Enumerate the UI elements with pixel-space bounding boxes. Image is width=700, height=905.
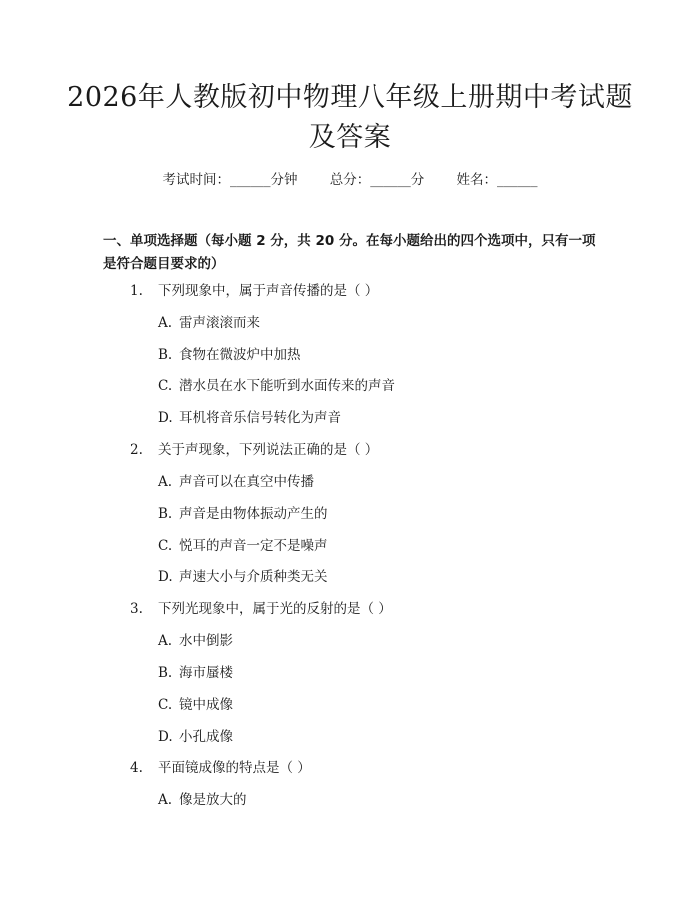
option-text: 镜中成像 [179,697,233,713]
score-blank: ______ [370,172,411,188]
option-label: D. [158,569,173,585]
option-2d [158,567,328,587]
question-number: 3. [130,601,143,617]
question-text: 下列光现象中，属于光的反射的是（ ） [158,601,392,617]
option-1d [158,408,341,428]
question-text: 下列现象中，属于声音传播的是（ ） [158,283,379,299]
option-label: C. [158,378,173,394]
option-2c [158,536,328,556]
option-label: A. [158,474,173,490]
question-1 [130,281,378,301]
option-label: B. [158,506,173,522]
option-text: 声音可以在真空中传播 [179,474,314,490]
option-text: 水中倒影 [179,633,233,649]
time-blank: ______ [229,172,271,188]
option-3d [158,727,233,747]
question-number: 2. [130,442,143,458]
question-text: 关于声现象，下列说法正确的是（ ） [158,442,379,458]
time-unit: 分钟 [270,172,298,188]
exam-meta [0,168,700,188]
question-4 [130,758,311,778]
option-label: D. [158,729,173,745]
option-3a [158,631,233,651]
question-number: 4. [130,760,143,776]
option-2a [158,472,314,492]
question-text: 平面镜成像的特点是（ ） [158,760,311,776]
option-label: A. [158,633,173,649]
option-text: 声速大小与介质种类无关 [179,569,328,585]
option-text: 悦耳的声音一定不是噪声 [179,538,328,554]
option-text: 食物在微波炉中加热 [179,347,301,363]
option-2b [158,504,328,524]
option-label: C. [158,538,173,554]
option-label: B. [158,665,173,681]
option-label: B. [158,347,173,363]
option-text: 小孔成像 [179,729,233,745]
question-3 [130,599,392,619]
time-label: 考试时间： [162,172,230,188]
option-1c [158,376,395,396]
option-text: 海市蜃楼 [179,665,233,681]
option-3c [158,695,233,715]
option-label: A. [158,315,173,331]
score-unit: 分 [410,172,425,188]
option-1b [158,345,301,365]
name-label: 姓名： [456,172,498,188]
option-label: D. [158,410,173,426]
page-title: 2026年人教版初中物理八年级上册期中考试题及答案 [67,82,633,153]
option-4a [158,790,247,810]
option-3b [158,663,233,683]
option-label: A. [158,792,173,808]
option-text: 声音是由物体振动产生的 [179,506,328,522]
option-label: C. [158,697,173,713]
option-1a [158,313,260,333]
question-2 [130,440,378,460]
name-blank: ______ [497,172,538,188]
option-text: 潜水员在水下能听到水面传来的声音 [179,378,395,394]
name-field [457,172,538,188]
question-number: 1. [130,283,143,299]
option-text: 耳机将音乐信号转化为声音 [179,410,341,426]
score-field [330,172,429,188]
time-field [162,172,301,188]
score-label: 总分： [329,172,371,188]
section-heading: 一、单项选择题（每小题 2 分，共 20 分。在每小题给出的四个选项中，只有一项是符合题目要求的） [103,233,596,272]
option-text: 雷声滚滚而来 [179,315,260,331]
option-text: 像是放大的 [179,792,247,808]
